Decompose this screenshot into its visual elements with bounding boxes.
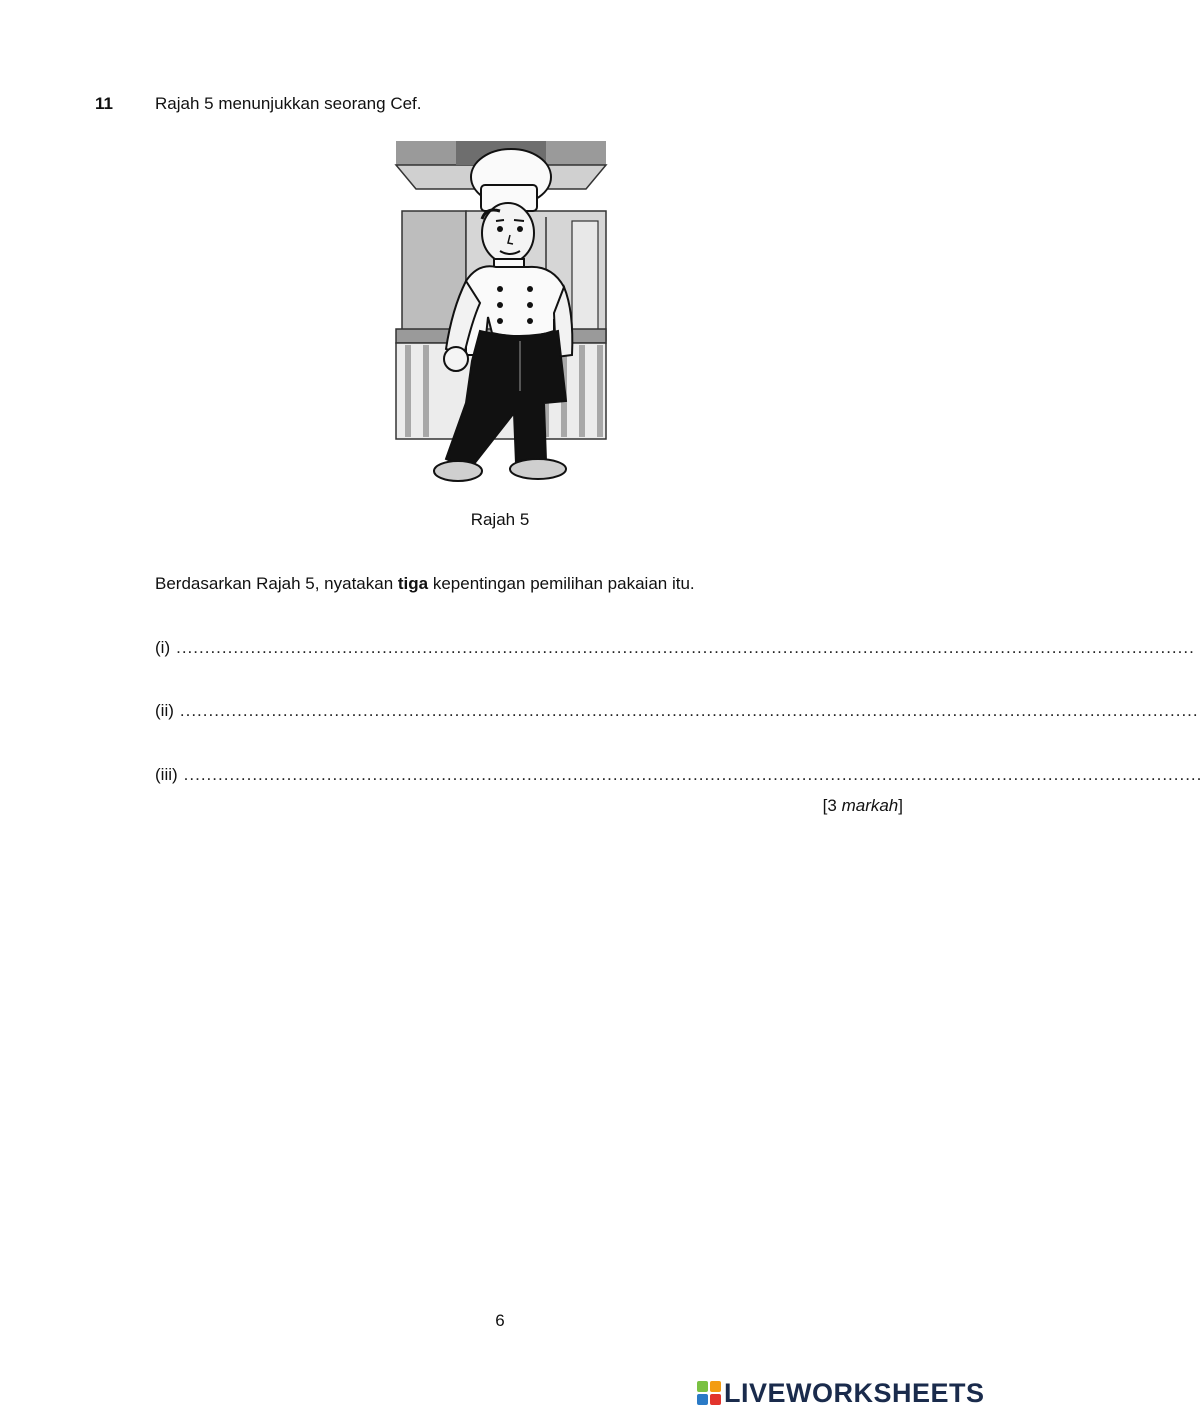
answer-dots: .................................................................................................................................................................................. <box>179 701 1199 720</box>
question-number: 11 <box>95 94 113 113</box>
instruction-part-2: kepentingan pemilihan pakaian itu. <box>428 574 695 593</box>
marks-open: [3 <box>822 796 842 815</box>
chef-illustration <box>396 141 606 493</box>
marks-word: markah <box>841 796 899 815</box>
answer-line-iii[interactable] <box>155 765 1202 787</box>
figure-caption: Rajah 5 <box>470 510 530 529</box>
instruction-emphasis: tiga <box>397 574 429 593</box>
liveworksheets-brand[interactable] <box>697 1378 985 1408</box>
page-number: 6 <box>495 1311 505 1330</box>
answer-dots: .................................................................................................................................................................................. <box>176 638 1195 657</box>
liveworksheets-logo-icon <box>697 1381 721 1405</box>
answer-label: (ii) <box>155 701 174 720</box>
instruction-text <box>155 574 695 594</box>
marks-close: ] <box>898 796 903 815</box>
marks-allocation <box>823 796 903 816</box>
answer-label: (i) <box>155 638 171 657</box>
answer-label: (iii) <box>155 765 178 784</box>
instruction-part-1: Berdasarkan Rajah 5, nyatakan <box>155 574 398 593</box>
answer-line-ii[interactable] <box>155 701 1199 723</box>
brand-text: LIVEWORKSHEETS <box>724 1377 985 1408</box>
answer-line-i[interactable] <box>155 638 1195 660</box>
answer-dots: .................................................................................................................................................................................. <box>183 765 1202 784</box>
question-text: Rajah 5 menunjukkan seorang Cef. <box>155 94 422 113</box>
